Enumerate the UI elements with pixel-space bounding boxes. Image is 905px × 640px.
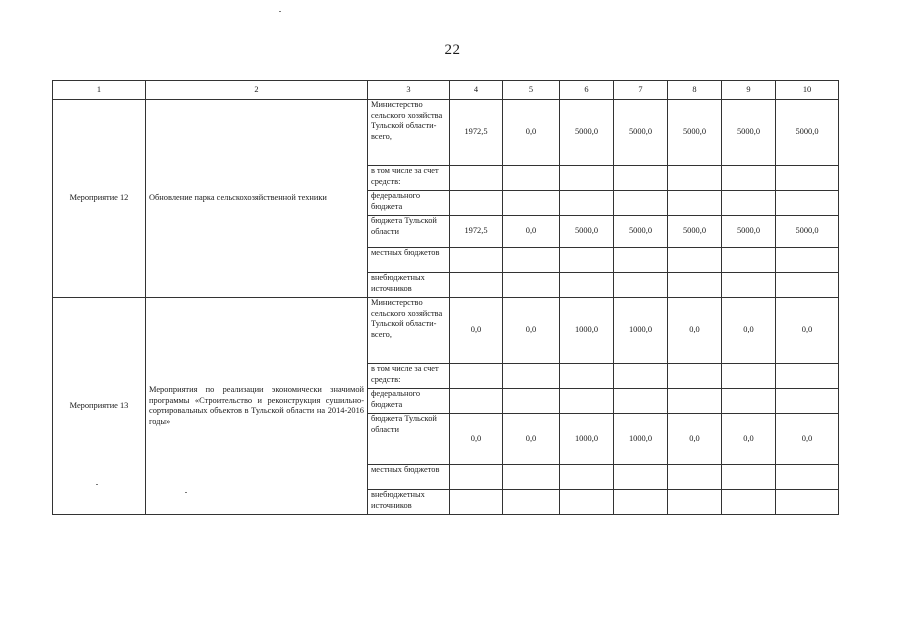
- funding-table: [52, 80, 839, 515]
- value-cell: 0,0: [722, 414, 776, 465]
- value-cell: 0,0: [450, 414, 503, 465]
- value-cell: [614, 364, 668, 389]
- funding-source: внебюджетных источников: [368, 490, 450, 515]
- value-cell: 1972,5: [450, 100, 503, 166]
- value-cell: [450, 364, 503, 389]
- value-cell: [614, 465, 668, 490]
- value-cell: [503, 191, 560, 216]
- value-cell: [450, 166, 503, 191]
- value-cell: [503, 465, 560, 490]
- value-cell: 1000,0: [560, 298, 614, 364]
- value-cell: [776, 389, 839, 414]
- value-cell: [722, 490, 776, 515]
- value-cell: [668, 166, 722, 191]
- value-cell: [668, 248, 722, 273]
- column-header: 6: [560, 81, 614, 100]
- value-cell: [614, 389, 668, 414]
- header-row: [53, 81, 839, 100]
- value-cell: [560, 389, 614, 414]
- value-cell: 1000,0: [614, 298, 668, 364]
- value-cell: 0,0: [503, 100, 560, 166]
- value-cell: 5000,0: [722, 100, 776, 166]
- value-cell: 5000,0: [560, 100, 614, 166]
- value-cell: [560, 248, 614, 273]
- column-header: 5: [503, 81, 560, 100]
- value-cell: [560, 166, 614, 191]
- value-cell: [668, 191, 722, 216]
- value-cell: 0,0: [450, 298, 503, 364]
- value-cell: 0,0: [776, 298, 839, 364]
- event-description: Мероприятия по реализации экономически значимой программы «Строительство и реконструкция сушильно-сортировальных объектов в Тульской области на 2014-2016 годы»: [146, 298, 368, 515]
- table-row: [53, 100, 839, 166]
- value-cell: [450, 490, 503, 515]
- value-cell: 5000,0: [560, 216, 614, 248]
- value-cell: [503, 248, 560, 273]
- funding-source: в том числе за счет средств:: [368, 166, 450, 191]
- funding-source: местных бюджетов: [368, 465, 450, 490]
- value-cell: [503, 273, 560, 298]
- value-cell: 5000,0: [776, 216, 839, 248]
- value-cell: [722, 166, 776, 191]
- value-cell: [560, 490, 614, 515]
- value-cell: 0,0: [503, 414, 560, 465]
- funding-source: федерального бюджета: [368, 191, 450, 216]
- value-cell: [722, 273, 776, 298]
- value-cell: [668, 389, 722, 414]
- value-cell: 1000,0: [560, 414, 614, 465]
- column-header: 2: [146, 81, 368, 100]
- funding-source: Министерство сельского хозяйства Тульской области- всего,: [368, 298, 450, 364]
- value-cell: [560, 191, 614, 216]
- scan-speck: [279, 11, 281, 12]
- value-cell: 0,0: [668, 298, 722, 364]
- funding-source: федерального бюджета: [368, 389, 450, 414]
- funding-source: местных бюджетов: [368, 248, 450, 273]
- value-cell: [450, 248, 503, 273]
- value-cell: [450, 465, 503, 490]
- value-cell: 1000,0: [614, 414, 668, 465]
- funding-source: бюджета Тульской области: [368, 216, 450, 248]
- column-header: 3: [368, 81, 450, 100]
- funding-source: внебюджетных источников: [368, 273, 450, 298]
- value-cell: [614, 273, 668, 298]
- event-name: Мероприятие 12: [53, 100, 146, 298]
- value-cell: [776, 273, 839, 298]
- value-cell: [503, 389, 560, 414]
- value-cell: [614, 490, 668, 515]
- column-header: 7: [614, 81, 668, 100]
- value-cell: [668, 490, 722, 515]
- value-cell: [503, 166, 560, 191]
- value-cell: 0,0: [722, 298, 776, 364]
- column-header: 4: [450, 81, 503, 100]
- event-name: Мероприятие 13: [53, 298, 146, 515]
- value-cell: [668, 364, 722, 389]
- value-cell: [503, 490, 560, 515]
- value-cell: [560, 364, 614, 389]
- scan-speck: [96, 484, 98, 485]
- scan-speck: [185, 492, 187, 493]
- value-cell: [668, 273, 722, 298]
- value-cell: [776, 465, 839, 490]
- event-description: Обновление парка сельскохозяйственной техники: [146, 100, 368, 298]
- column-header: 1: [53, 81, 146, 100]
- value-cell: 5000,0: [668, 216, 722, 248]
- value-cell: [614, 191, 668, 216]
- value-cell: [560, 465, 614, 490]
- value-cell: [722, 191, 776, 216]
- value-cell: 1972,5: [450, 216, 503, 248]
- table-body: [53, 81, 839, 515]
- column-header: 10: [776, 81, 839, 100]
- value-cell: 5000,0: [614, 100, 668, 166]
- value-cell: [722, 364, 776, 389]
- value-cell: [722, 465, 776, 490]
- value-cell: [776, 490, 839, 515]
- value-cell: 5000,0: [776, 100, 839, 166]
- value-cell: 0,0: [776, 414, 839, 465]
- value-cell: [776, 191, 839, 216]
- value-cell: 5000,0: [722, 216, 776, 248]
- value-cell: [560, 273, 614, 298]
- column-header: 9: [722, 81, 776, 100]
- value-cell: [450, 389, 503, 414]
- funding-source: в том числе за счет средств:: [368, 364, 450, 389]
- value-cell: [614, 248, 668, 273]
- value-cell: [450, 191, 503, 216]
- value-cell: [614, 166, 668, 191]
- funding-source: бюджета Тульской области: [368, 414, 450, 465]
- value-cell: [776, 166, 839, 191]
- value-cell: 5000,0: [614, 216, 668, 248]
- value-cell: 0,0: [503, 216, 560, 248]
- value-cell: [776, 248, 839, 273]
- value-cell: 5000,0: [668, 100, 722, 166]
- column-header: 8: [668, 81, 722, 100]
- value-cell: [503, 364, 560, 389]
- value-cell: [776, 364, 839, 389]
- table-row: [53, 298, 839, 364]
- value-cell: [450, 273, 503, 298]
- funding-source: Министерство сельского хозяйства Тульской области- всего,: [368, 100, 450, 166]
- value-cell: 0,0: [503, 298, 560, 364]
- value-cell: [668, 465, 722, 490]
- value-cell: [722, 389, 776, 414]
- value-cell: [722, 248, 776, 273]
- page-number: 22: [444, 42, 461, 58]
- value-cell: 0,0: [668, 414, 722, 465]
